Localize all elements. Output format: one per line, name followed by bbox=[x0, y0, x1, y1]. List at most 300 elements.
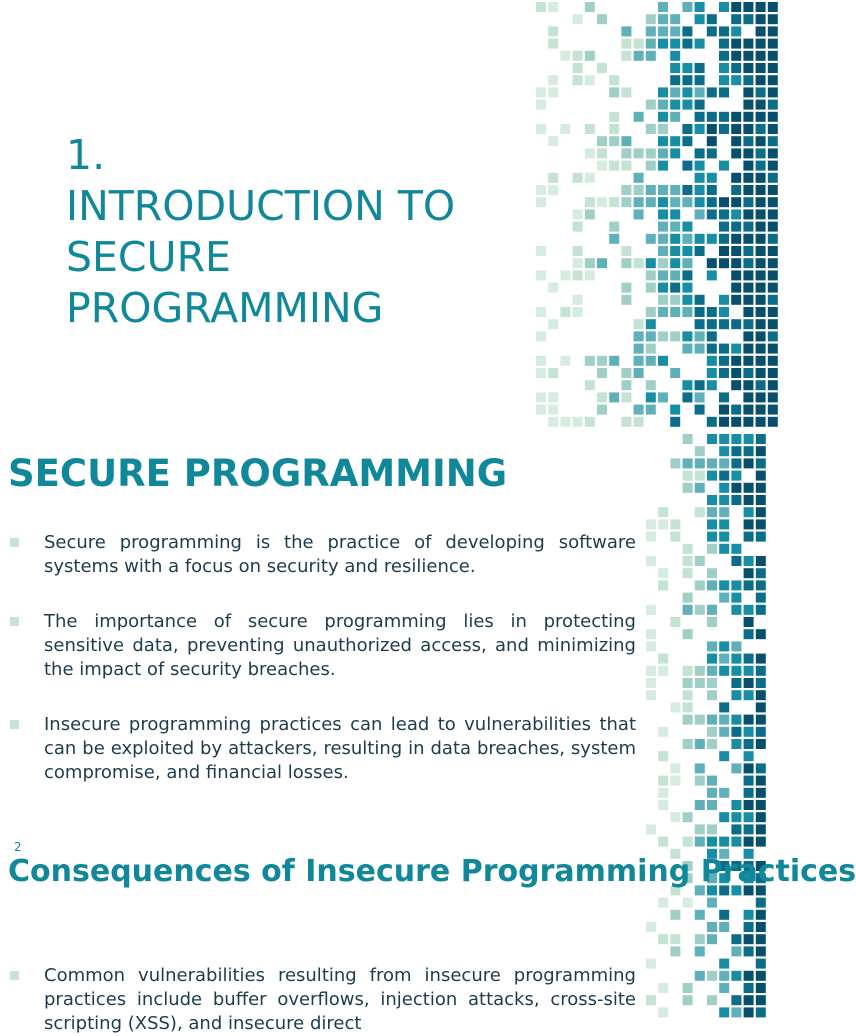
mosaic-square bbox=[768, 2, 778, 12]
mosaic-square bbox=[707, 995, 717, 1005]
mosaic-square bbox=[768, 380, 778, 390]
mosaic-square bbox=[756, 678, 766, 688]
mosaic-square bbox=[536, 356, 546, 366]
mosaic-square bbox=[670, 934, 680, 944]
mosaic-square bbox=[731, 283, 741, 293]
mosaic-square bbox=[658, 392, 668, 402]
mosaic-square bbox=[768, 197, 778, 207]
mosaic-square bbox=[658, 331, 668, 341]
mosaic-square bbox=[707, 197, 717, 207]
mosaic-square bbox=[719, 544, 729, 554]
mosaic-square bbox=[695, 173, 705, 183]
mosaic-square bbox=[658, 209, 668, 219]
mosaic-square bbox=[573, 75, 583, 85]
mosaic-square bbox=[756, 568, 766, 578]
mosaic-square bbox=[573, 51, 583, 61]
mosaic-square bbox=[731, 434, 741, 444]
mosaic-square bbox=[731, 319, 741, 329]
mosaic-square bbox=[621, 161, 631, 171]
mosaic-square bbox=[621, 258, 631, 268]
mosaic-square bbox=[756, 995, 766, 1005]
mosaic-square bbox=[707, 788, 717, 798]
mosaic-square bbox=[756, 209, 766, 219]
mosaic-square bbox=[731, 185, 741, 195]
mosaic-square bbox=[695, 148, 705, 158]
mosaic-square bbox=[768, 185, 778, 195]
mosaic-square bbox=[731, 605, 741, 615]
mosaic-square bbox=[695, 63, 705, 73]
mosaic-square bbox=[756, 270, 766, 280]
mosaic-square bbox=[646, 392, 656, 402]
mosaic-square bbox=[670, 776, 680, 786]
mosaic-square bbox=[768, 270, 778, 280]
mosaic-square bbox=[548, 75, 558, 85]
mosaic-square bbox=[731, 222, 741, 232]
mosaic-square bbox=[670, 417, 680, 427]
mosaic-square bbox=[743, 197, 753, 207]
mosaic-square bbox=[658, 26, 668, 36]
mosaic-square bbox=[682, 2, 692, 12]
mosaic-square bbox=[658, 2, 668, 12]
mosaic-square bbox=[743, 417, 753, 427]
mosaic-square bbox=[731, 837, 741, 847]
mosaic-square bbox=[646, 666, 656, 676]
mosaic-square bbox=[621, 295, 631, 305]
mosaic-square bbox=[695, 234, 705, 244]
list-item bbox=[8, 531, 636, 579]
mosaic-square bbox=[707, 124, 717, 134]
mosaic-square bbox=[768, 295, 778, 305]
mosaic-square bbox=[609, 392, 619, 402]
mosaic-square bbox=[548, 136, 558, 146]
mosaic-square bbox=[646, 197, 656, 207]
mosaic-square bbox=[683, 556, 693, 566]
mosaic-square bbox=[768, 307, 778, 317]
mosaic-square bbox=[682, 197, 692, 207]
mosaic-square bbox=[744, 739, 754, 749]
mosaic-square bbox=[646, 100, 656, 110]
mosaic-square bbox=[768, 173, 778, 183]
mosaic-square bbox=[658, 270, 668, 280]
mosaic-square bbox=[646, 14, 656, 24]
mosaic-square bbox=[719, 161, 729, 171]
mosaic-square bbox=[744, 922, 754, 932]
mosaic-square bbox=[756, 702, 766, 712]
mosaic-square bbox=[743, 356, 753, 366]
mosaic-square bbox=[707, 112, 717, 122]
mosaic-square bbox=[756, 507, 766, 517]
mosaic-square bbox=[548, 417, 558, 427]
mosaic-square bbox=[707, 356, 717, 366]
mosaic-square bbox=[695, 446, 705, 456]
mosaic-square bbox=[707, 331, 717, 341]
mosaic-square bbox=[658, 148, 668, 158]
mosaic-square bbox=[682, 295, 692, 305]
mosaic-square bbox=[756, 234, 766, 244]
mosaic-square bbox=[695, 837, 705, 847]
mosaic-square bbox=[683, 544, 693, 554]
mosaic-square bbox=[670, 26, 680, 36]
mosaic-square bbox=[756, 246, 766, 256]
mosaic-square bbox=[658, 185, 668, 195]
mosaic-square bbox=[731, 2, 741, 12]
mosaic-square bbox=[548, 283, 558, 293]
mosaic-square bbox=[573, 222, 583, 232]
mosaic-square bbox=[682, 100, 692, 110]
mosaic-square bbox=[756, 483, 766, 493]
mosaic-square bbox=[609, 161, 619, 171]
mosaic-square bbox=[670, 405, 680, 415]
mosaic-square bbox=[744, 776, 754, 786]
mosaic-square bbox=[634, 112, 644, 122]
mosaic-square bbox=[744, 715, 754, 725]
mosaic-square bbox=[658, 507, 668, 517]
mosaic-square bbox=[695, 344, 705, 354]
mosaic-square bbox=[756, 776, 766, 786]
mosaic-square bbox=[731, 471, 741, 481]
mosaic-square bbox=[695, 87, 705, 97]
bullet-square-icon bbox=[10, 720, 19, 729]
mosaic-square bbox=[670, 100, 680, 110]
mosaic-square bbox=[646, 234, 656, 244]
mosaic-square bbox=[744, 727, 754, 737]
mosaic-square bbox=[683, 702, 693, 712]
mosaic-square bbox=[707, 690, 717, 700]
mosaic-square bbox=[670, 75, 680, 85]
mosaic-square bbox=[707, 495, 717, 505]
mosaic-square bbox=[768, 39, 778, 49]
mosaic-square bbox=[695, 556, 705, 566]
mosaic-square bbox=[573, 307, 583, 317]
mosaic-square bbox=[695, 295, 705, 305]
mosaic-square bbox=[719, 702, 729, 712]
mosaic-square bbox=[560, 124, 570, 134]
mosaic-square bbox=[707, 434, 717, 444]
page-number: 2 bbox=[14, 840, 22, 854]
mosaic-square bbox=[634, 344, 644, 354]
mosaic-square bbox=[744, 995, 754, 1005]
mosaic-square bbox=[756, 148, 766, 158]
mosaic-square bbox=[756, 763, 766, 773]
mosaic-square bbox=[731, 800, 741, 810]
mosaic-square bbox=[756, 812, 766, 822]
mosaic-square bbox=[670, 63, 680, 73]
mosaic-square bbox=[768, 100, 778, 110]
mosaic-square bbox=[743, 51, 753, 61]
mosaic-square bbox=[658, 112, 668, 122]
mosaic-square bbox=[756, 946, 766, 956]
mosaic-square bbox=[756, 532, 766, 542]
mosaic-square bbox=[756, 185, 766, 195]
mosaic-square bbox=[719, 197, 729, 207]
mosaic-square bbox=[719, 39, 729, 49]
mosaic-square bbox=[695, 100, 705, 110]
mosaic-square bbox=[682, 307, 692, 317]
mosaic-square bbox=[756, 197, 766, 207]
mosaic-square bbox=[683, 995, 693, 1005]
mosaic-square bbox=[670, 617, 680, 627]
mosaic-square bbox=[548, 39, 558, 49]
mosaic-square bbox=[560, 270, 570, 280]
mosaic-square bbox=[756, 715, 766, 725]
mosaic-square bbox=[695, 946, 705, 956]
mosaic-square bbox=[719, 368, 729, 378]
mosaic-square bbox=[682, 185, 692, 195]
mosaic-square bbox=[719, 666, 729, 676]
mosaic-square bbox=[646, 331, 656, 341]
mosaic-square bbox=[707, 532, 717, 542]
mosaic-square bbox=[597, 63, 607, 73]
mosaic-square bbox=[707, 568, 717, 578]
mosaic-square bbox=[731, 727, 741, 737]
bullet-list bbox=[8, 531, 636, 816]
mosaic-square bbox=[756, 922, 766, 932]
mosaic-square bbox=[756, 344, 766, 354]
mosaic-square bbox=[658, 727, 668, 737]
mosaic-square bbox=[731, 234, 741, 244]
mosaic-square bbox=[695, 800, 705, 810]
mosaic-square bbox=[609, 124, 619, 134]
mosaic-square bbox=[768, 161, 778, 171]
title-slide bbox=[0, 0, 768, 432]
mosaic-square bbox=[719, 971, 729, 981]
mosaic-square bbox=[609, 197, 619, 207]
mosaic-square bbox=[719, 417, 729, 427]
mosaic-square bbox=[548, 26, 558, 36]
slide-title bbox=[66, 130, 455, 334]
mosaic-square bbox=[768, 246, 778, 256]
mosaic-square bbox=[768, 14, 778, 24]
mosaic-square bbox=[707, 148, 717, 158]
mosaic-square bbox=[585, 270, 595, 280]
mosaic-square bbox=[768, 87, 778, 97]
mosaic-square bbox=[707, 971, 717, 981]
mosaic-square bbox=[536, 87, 546, 97]
mosaic-square bbox=[756, 14, 766, 24]
mosaic-square bbox=[719, 2, 729, 12]
mosaic-square bbox=[683, 812, 693, 822]
mosaic-square bbox=[646, 641, 656, 651]
mosaic-square bbox=[756, 307, 766, 317]
mosaic-square bbox=[731, 739, 741, 749]
mosaic-square bbox=[695, 161, 705, 171]
mosaic-square bbox=[756, 51, 766, 61]
mosaic-square bbox=[731, 405, 741, 415]
mosaic-square bbox=[695, 307, 705, 317]
mosaic-square bbox=[719, 519, 729, 529]
mosaic-square bbox=[573, 246, 583, 256]
mosaic-square bbox=[658, 234, 668, 244]
mosaic-square bbox=[682, 75, 692, 85]
mosaic-square bbox=[658, 356, 668, 366]
mosaic-square bbox=[731, 544, 741, 554]
mosaic-square bbox=[756, 295, 766, 305]
mosaic-square bbox=[719, 507, 729, 517]
mosaic-square bbox=[719, 751, 729, 761]
mosaic-square bbox=[658, 983, 668, 993]
mosaic-square bbox=[707, 654, 717, 664]
mosaic-square bbox=[536, 392, 546, 402]
mosaic-square bbox=[670, 222, 680, 232]
mosaic-square bbox=[744, 666, 754, 676]
mosaic-square bbox=[756, 124, 766, 134]
mosaic-square bbox=[707, 544, 717, 554]
mosaic-square bbox=[670, 532, 680, 542]
mosaic-square bbox=[744, 751, 754, 761]
mosaic-square bbox=[634, 185, 644, 195]
mosaic-square bbox=[756, 319, 766, 329]
mosaic-square bbox=[756, 87, 766, 97]
mosaic-square bbox=[548, 392, 558, 402]
mosaic-square bbox=[695, 112, 705, 122]
mosaic-square bbox=[707, 824, 717, 834]
mosaic-square bbox=[744, 495, 754, 505]
mosaic-square bbox=[731, 654, 741, 664]
mosaic-square bbox=[682, 344, 692, 354]
mosaic-square bbox=[670, 112, 680, 122]
content-slide bbox=[0, 432, 856, 1034]
mosaic-square bbox=[707, 605, 717, 615]
mosaic-square bbox=[768, 405, 778, 415]
mosaic-square bbox=[585, 258, 595, 268]
mosaic-square bbox=[719, 458, 729, 468]
mosaic-square bbox=[719, 532, 729, 542]
mosaic-square bbox=[719, 959, 729, 969]
mosaic-square bbox=[719, 307, 729, 317]
mosaic-square bbox=[756, 63, 766, 73]
mosaic-square bbox=[695, 405, 705, 415]
mosaic-square bbox=[658, 1007, 668, 1017]
mosaic-square bbox=[707, 837, 717, 847]
mosaic-square bbox=[768, 368, 778, 378]
mosaic-square bbox=[719, 295, 729, 305]
mosaic-square bbox=[731, 458, 741, 468]
mosaic-square bbox=[658, 246, 668, 256]
mosaic-square bbox=[756, 959, 766, 969]
mosaic-square bbox=[609, 136, 619, 146]
bullet-text: Insecure programming practices can lead to vulnerabilities that can be exploited by attackers, resulting in data breaches, system compromise, and financial losses. bbox=[44, 714, 636, 783]
mosaic-square bbox=[731, 556, 741, 566]
mosaic-square bbox=[646, 629, 656, 639]
mosaic-square bbox=[744, 983, 754, 993]
mosaic-square bbox=[707, 898, 717, 908]
mosaic-square bbox=[719, 344, 729, 354]
mosaic-square bbox=[585, 124, 595, 134]
mosaic-square bbox=[744, 812, 754, 822]
mosaic-square bbox=[756, 39, 766, 49]
mosaic-square bbox=[768, 344, 778, 354]
mosaic-square bbox=[744, 629, 754, 639]
mosaic-square bbox=[756, 258, 766, 268]
mosaic-square bbox=[756, 75, 766, 85]
mosaic-square bbox=[683, 837, 693, 847]
mosaic-square bbox=[756, 417, 766, 427]
mosaic-square bbox=[744, 946, 754, 956]
mosaic-square bbox=[768, 234, 778, 244]
mosaic-square bbox=[695, 934, 705, 944]
mosaic-square bbox=[670, 519, 680, 529]
mosaic-square bbox=[646, 959, 656, 969]
mosaic-square bbox=[731, 136, 741, 146]
mosaic-square bbox=[719, 910, 729, 920]
mosaic-square bbox=[743, 124, 753, 134]
mosaic-square bbox=[707, 136, 717, 146]
slide-heading: SECURE PROGRAMMING bbox=[8, 452, 508, 495]
mosaic-square bbox=[670, 702, 680, 712]
mosaic-square bbox=[670, 295, 680, 305]
mosaic-square bbox=[744, 678, 754, 688]
mosaic-square bbox=[756, 898, 766, 908]
mosaic-square bbox=[743, 112, 753, 122]
mosaic-square bbox=[585, 209, 595, 219]
mosaic-square bbox=[756, 983, 766, 993]
mosaic-square bbox=[646, 283, 656, 293]
mosaic-square bbox=[756, 392, 766, 402]
mosaic-square bbox=[597, 356, 607, 366]
mosaic-square bbox=[646, 344, 656, 354]
mosaic-square bbox=[756, 100, 766, 110]
mosaic-square bbox=[573, 14, 583, 24]
mosaic-square bbox=[756, 580, 766, 590]
mosaic-square bbox=[743, 405, 753, 415]
mosaic-square bbox=[756, 971, 766, 981]
mosaic-square bbox=[695, 715, 705, 725]
mosaic-square bbox=[719, 234, 729, 244]
mosaic-square bbox=[621, 197, 631, 207]
mosaic-square bbox=[646, 26, 656, 36]
mosaic-square bbox=[670, 283, 680, 293]
mosaic-square bbox=[646, 270, 656, 280]
mosaic-square bbox=[756, 910, 766, 920]
mosaic-square bbox=[573, 173, 583, 183]
mosaic-square bbox=[548, 405, 558, 415]
mosaic-square bbox=[621, 246, 631, 256]
mosaic-square bbox=[768, 417, 778, 427]
mosaic-square bbox=[731, 812, 741, 822]
mosaic-square bbox=[695, 666, 705, 676]
mosaic-square bbox=[621, 417, 631, 427]
mosaic-square bbox=[658, 222, 668, 232]
mosaic-square bbox=[670, 946, 680, 956]
mosaic-square bbox=[744, 568, 754, 578]
mosaic-square bbox=[621, 26, 631, 36]
mosaic-square bbox=[682, 258, 692, 268]
mosaic-square bbox=[756, 690, 766, 700]
mosaic-square bbox=[707, 344, 717, 354]
mosaic-square bbox=[707, 173, 717, 183]
mosaic-square bbox=[756, 837, 766, 847]
mosaic-square bbox=[658, 124, 668, 134]
mosaic-square bbox=[768, 112, 778, 122]
mosaic-square bbox=[731, 666, 741, 676]
mosaic-square bbox=[743, 87, 753, 97]
mosaic-square bbox=[646, 678, 656, 688]
mosaic-square bbox=[707, 258, 717, 268]
mosaic-square bbox=[682, 283, 692, 293]
bullet-list bbox=[8, 964, 636, 1036]
mosaic-square bbox=[683, 458, 693, 468]
mosaic-square bbox=[731, 368, 741, 378]
mosaic-square bbox=[658, 654, 668, 664]
mosaic-square bbox=[573, 417, 583, 427]
mosaic-square bbox=[585, 417, 595, 427]
mosaic-square bbox=[768, 319, 778, 329]
mosaic-square bbox=[707, 270, 717, 280]
mosaic-square bbox=[695, 739, 705, 749]
mosaic-square bbox=[719, 495, 729, 505]
mosaic-square bbox=[719, 63, 729, 73]
mosaic-square bbox=[743, 331, 753, 341]
